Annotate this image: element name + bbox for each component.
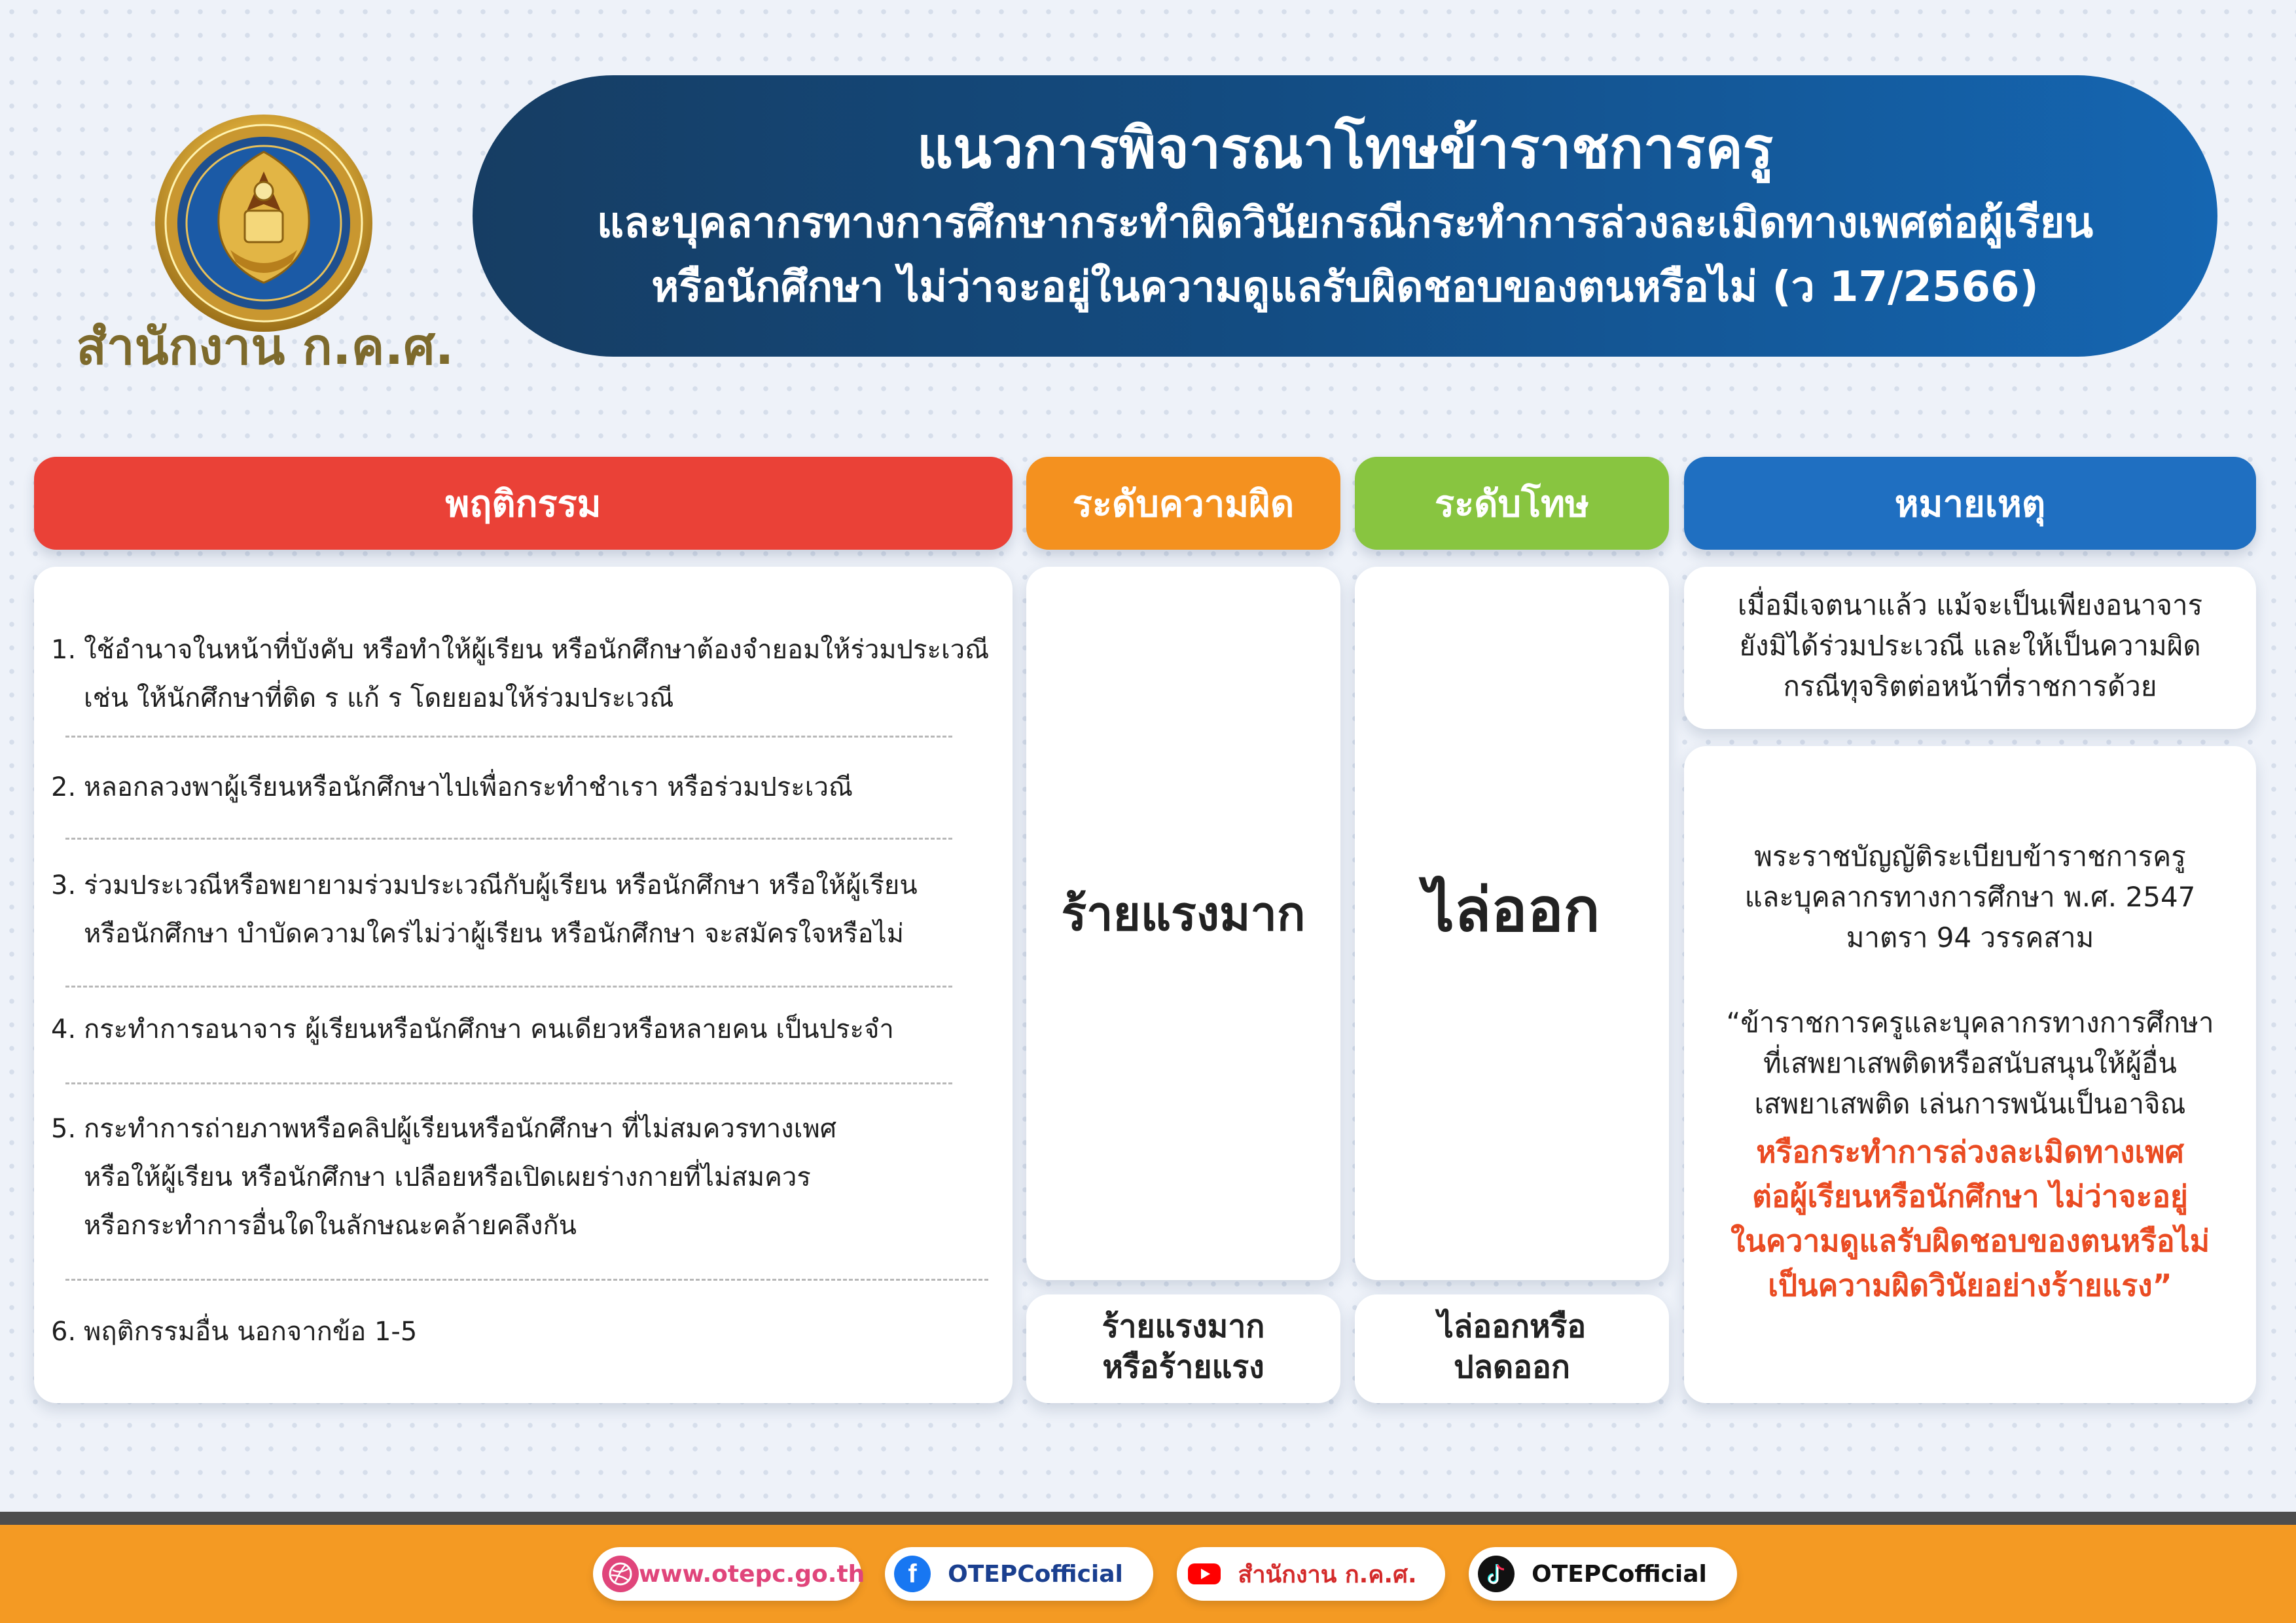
behavior-number: 4. [51,1014,77,1044]
behavior-text: เช่น ให้นักศึกษาที่ติด ร แก้ ร โดยยอมให้ร่วมประเวณี [84,683,674,713]
title-subline-1: และบุคลากรทางการศึกษากระทำผิดวินัยกรณีกระทำการล่วงละเมิดทางเพศต่อผู้เรียน [596,199,2094,247]
penalty-other-text [1355,1306,1669,1387]
tiktok-icon [1478,1556,1515,1592]
emphasis-line: ต่อผู้เรียนหรือนักศึกษา ไม่ว่าจะอยู่ [1752,1179,2188,1214]
youtube-label: สำนักงาน ก.ค.ศ. [1238,1561,1417,1588]
behavior-text: กระทำการอนาจาร ผู้เรียนหรือนักศึกษา คนเดียวหรือหลายคน เป็นประจำ [84,1014,894,1044]
behavior-text: หรือให้ผู้เรียน หรือนักศึกษา เปลือยหรือเปิดเผยร่างกายที่ไม่สมควร [84,1162,811,1192]
behavior-number: 6. [51,1317,77,1347]
law-line: มาตรา 94 วรรคสาม [1846,921,2094,954]
behavior-item-3 [51,861,918,958]
footer-bar [0,1525,2296,1623]
level-other-line-2: หรือร้ายแรง [1102,1349,1265,1385]
website-label: www.otepc.go.th [639,1560,865,1588]
penalty-other-line-2: ปลดออก [1454,1349,1570,1385]
level-other-card [1026,1294,1340,1403]
penalty-other-card [1355,1294,1669,1403]
tiktok-label: OTEPCofficial [1532,1560,1707,1588]
behavior-number: 5. [51,1114,77,1144]
behavior-text: หรือนักศึกษา บำบัดความใคร่ไม่ว่าผู้เรียน หรือนักศึกษา จะสมัครใจหรือไม่ [84,919,904,949]
level-other-text [1026,1306,1340,1387]
dashed-divider [65,1279,988,1281]
youtube-icon [1186,1556,1223,1592]
law-quote-emphasis [1684,1130,2256,1308]
note-column-header: หมายเหตุ [1684,457,2256,550]
emphasis-line: ในความดูแลรับผิดชอบของตนหรือไม่ [1730,1223,2210,1258]
emphasis-line: เป็นความผิดวินัยอย่างร้ายแรง” [1768,1268,2172,1303]
title-banner [473,75,2217,357]
level-column-header: ระดับความผิด [1026,457,1340,550]
facebook-label: OTEPCofficial [948,1560,1123,1588]
level-main-text: ร้ายแรงมาก [1061,886,1306,941]
title-main: แนวการพิจารณาโทษข้าราชการครู [916,116,1774,181]
law-line: และบุคลากรทางการศึกษา พ.ศ. 2547 [1744,881,2196,913]
quote-line: ที่เสพยาเสพติดหรือสนับสนุนให้ผู้อื่น [1763,1047,2178,1079]
behavior-column-header: พฤติกรรม [34,457,1013,550]
behavior-text: กระทำการถ่ายภาพหรือคลิปผู้เรียนหรือนักศึกษา ที่ไม่สมควรทางเพศ [84,1114,837,1144]
note-line: ยังมิได้ร่วมประเวณี และให้เป็นความผิด [1739,630,2201,662]
office-name: สำนักงาน ก.ค.ศ. [76,317,454,376]
penalty-column-header: ระดับโทษ [1355,457,1669,550]
behavior-item-4 [51,1005,894,1054]
behavior-text: พฤติกรรมอื่น นอกจากข้อ 1-5 [84,1317,418,1347]
footer-divider [0,1512,2296,1525]
website-link[interactable] [593,1547,865,1601]
behavior-text: หรือกระทำการอื่นใดในลักษณะคล้ายคลึงกัน [84,1211,577,1241]
law-quote [1684,1003,2256,1124]
dashed-divider [65,1082,952,1084]
title-subline-2: หรือนักศึกษา ไม่ว่าจะอยู่ในความดูแลรับผิดชอบของตนหรือไม่ (ว 17/2566) [651,263,2039,312]
behavior-item-1 [51,626,989,722]
note-law-card [1684,746,2256,1403]
quote-line: “ข้าราชการครูและบุคลากรทางการศึกษา [1726,1007,2214,1039]
behavior-number: 2. [51,772,77,802]
dashed-divider [65,736,952,738]
note-intent-card [1684,567,2256,729]
note-intent-text [1684,585,2256,707]
dashed-divider [65,986,952,988]
facebook-icon: f [894,1556,931,1592]
emphasis-line: หรือกระทำการล่วงละเมิดทางเพศ [1756,1134,2184,1169]
level-other-line-1: ร้ายแรงมาก [1102,1308,1265,1345]
law-line: พระราชบัญญัติระเบียบข้าราชการครู [1754,840,2186,872]
quote-line: เสพยาเสพติด เล่นการพนันเป็นอาจิณ [1754,1088,2186,1120]
behavior-item-6 [51,1308,417,1356]
dribbble-globe-icon [602,1556,639,1592]
behavior-text: ใช้อำนาจในหน้าที่บังคับ หรือทำให้ผู้เรียน หรือนักศึกษาต้องจำยอมให้ร่วมประเวณี [84,635,990,665]
tiktok-link[interactable] [1469,1547,1737,1601]
penalty-main-text: ไล่ออก [1424,875,1600,945]
penalty-main-card [1355,567,1669,1280]
behavior-item-2 [51,763,853,812]
note-line: กรณีทุจริตต่อหน้าที่ราชการด้วย [1783,670,2157,702]
behavior-text: หลอกลวงพาผู้เรียนหรือนักศึกษาไปเพื่อกระทำชำเรา หรือร่วมประเวณี [84,772,853,802]
behavior-number: 1. [51,635,77,665]
penalty-other-line-1: ไล่ออกหรือ [1437,1308,1587,1345]
youtube-link[interactable] [1177,1547,1445,1601]
behavior-item-5 [51,1105,836,1250]
otepc-logo-emblem [153,113,374,334]
dashed-divider [65,838,952,840]
level-main-card [1026,567,1340,1280]
behavior-number: 3. [51,870,77,901]
behavior-text: ร่วมประเวณีหรือพยายามร่วมประเวณีกับผู้เรียน หรือนักศึกษา หรือให้ผู้เรียน [84,870,918,901]
law-reference [1684,836,2256,958]
note-line: เมื่อมีเจตนาแล้ว แม้จะเป็นเพียงอนาจาร [1737,589,2203,621]
behavior-card [34,567,1013,1403]
facebook-link[interactable] [885,1547,1153,1601]
